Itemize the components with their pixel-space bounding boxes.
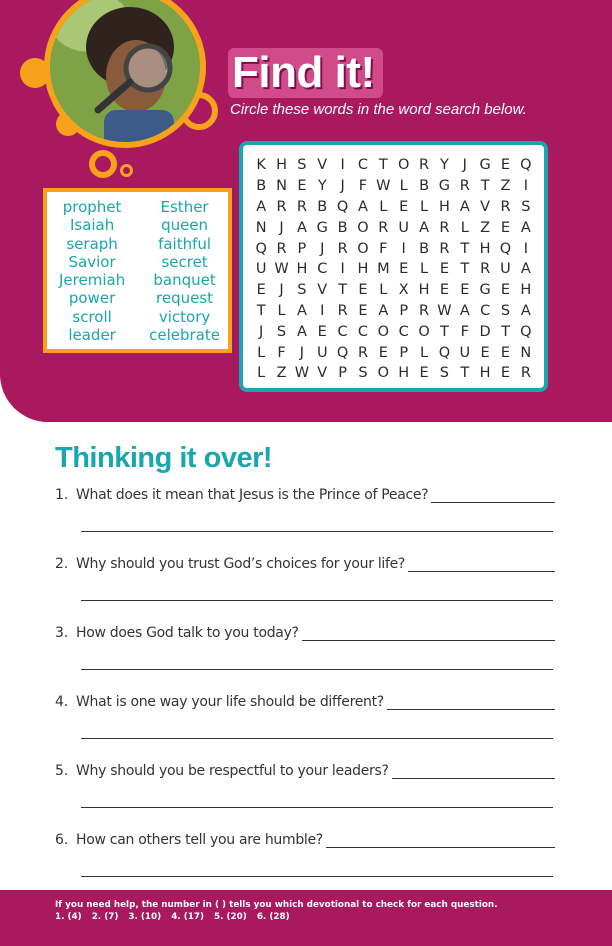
word-item: Jeremiah: [59, 271, 126, 290]
word-search-letter[interactable]: C: [357, 323, 369, 340]
word-search-letter[interactable]: S: [500, 302, 511, 319]
word-search-letter[interactable]: N: [255, 219, 267, 236]
word-search-letter[interactable]: T: [480, 178, 490, 195]
word-search-letter[interactable]: E: [500, 157, 511, 174]
word-search-letter[interactable]: S: [297, 157, 307, 174]
question-text: Why should you be respectful to your leaders?: [76, 763, 389, 779]
word-search-letter[interactable]: I: [320, 302, 325, 319]
word-search-letter[interactable]: Z: [480, 219, 491, 236]
word-search-row: [251, 280, 536, 301]
word-search-letter[interactable]: T: [378, 157, 388, 174]
word-search-letter[interactable]: R: [337, 240, 348, 257]
word-search-letter[interactable]: S: [358, 365, 368, 382]
word-search-row: [251, 259, 536, 280]
word-search-letter[interactable]: Z: [276, 365, 287, 382]
answer-line[interactable]: [81, 807, 553, 808]
word-search-letter[interactable]: Q: [520, 157, 532, 174]
word-item: scroll: [72, 307, 112, 326]
word-search-letter[interactable]: Z: [500, 178, 511, 195]
word-search-letter[interactable]: R: [276, 198, 287, 215]
word-item: power: [68, 289, 116, 308]
word-search-letter[interactable]: J: [320, 240, 325, 257]
word-search-letter[interactable]: A: [459, 302, 470, 319]
answer-line[interactable]: [81, 531, 553, 532]
word-search-letter[interactable]: O: [357, 219, 369, 236]
word-search-letter[interactable]: B: [337, 219, 348, 236]
question-text: Why should you trust God’s choices for your life?: [76, 556, 406, 572]
answer-blank[interactable]: [431, 489, 555, 503]
word-search-letter[interactable]: G: [479, 157, 491, 174]
word-search-letter[interactable]: R: [500, 198, 511, 215]
word-search-letter[interactable]: T: [338, 282, 348, 299]
word-search-letter[interactable]: Q: [336, 344, 349, 361]
decor-bubble: [89, 150, 117, 178]
word-search-letter[interactable]: Q: [499, 240, 512, 257]
word-search-row: [251, 238, 536, 259]
word-search-letter[interactable]: A: [520, 261, 531, 278]
word-search-letter[interactable]: L: [399, 178, 408, 195]
word-search-letter[interactable]: J: [340, 178, 345, 195]
footer: [0, 890, 612, 946]
word-search-letter[interactable]: E: [378, 344, 388, 361]
word-search-letter[interactable]: E: [419, 365, 429, 382]
word-search-letter[interactable]: R: [419, 157, 430, 174]
word-list-column-1: [59, 198, 125, 349]
word-search-letter[interactable]: H: [276, 157, 287, 174]
word-search-letter[interactable]: P: [399, 344, 409, 361]
question-number: 5.: [55, 763, 69, 779]
word-search-letter[interactable]: L: [420, 198, 429, 215]
word-search-letter[interactable]: H: [479, 240, 491, 257]
word-search-row: [251, 176, 536, 197]
word-search-letter[interactable]: F: [358, 178, 368, 195]
word-search-letter[interactable]: P: [399, 302, 409, 319]
word-search-letter[interactable]: T: [460, 365, 470, 382]
word-search-letter[interactable]: J: [259, 323, 264, 340]
footer-key: 6. (28): [256, 912, 290, 922]
question-2: [55, 556, 555, 572]
word-search-letter[interactable]: E: [297, 178, 307, 195]
word-list: [43, 188, 232, 353]
word-search-letter[interactable]: E: [439, 261, 449, 278]
word-search-letter[interactable]: S: [276, 323, 287, 340]
word-search-letter[interactable]: J: [299, 344, 305, 361]
word-search-letter[interactable]: J: [279, 219, 284, 236]
word-search-letter[interactable]: H: [438, 198, 450, 215]
word-search-letter[interactable]: G: [479, 282, 491, 299]
word-search-letter[interactable]: H: [520, 282, 532, 299]
word-search-letter[interactable]: C: [317, 261, 328, 278]
question-text: What is one way your life should be different?: [76, 694, 384, 710]
word-search-letter[interactable]: E: [358, 282, 368, 299]
word-search-letter[interactable]: A: [520, 302, 531, 319]
question-5: [55, 763, 555, 779]
word-search-letter[interactable]: L: [420, 344, 429, 361]
footer-help-text: If you need help, the number in ( ) tells you which devotional to check for each question.: [55, 900, 498, 910]
word-search-letter[interactable]: A: [419, 219, 430, 236]
word-search-letter[interactable]: A: [459, 198, 470, 215]
word-search-letter[interactable]: I: [523, 240, 528, 257]
question-3: [55, 625, 555, 641]
word-search-letter[interactable]: A: [256, 198, 267, 215]
word-search-row: [251, 155, 536, 176]
word-item: Savior: [68, 252, 116, 271]
word-search-letter[interactable]: W: [437, 302, 452, 319]
word-search-letter[interactable]: D: [479, 323, 491, 340]
word-search-letter[interactable]: E: [317, 323, 327, 340]
word-search-letter[interactable]: R: [378, 219, 389, 236]
word-item: request: [156, 289, 214, 308]
word-search-letter[interactable]: A: [296, 302, 307, 319]
word-search-letter[interactable]: L: [277, 302, 286, 319]
word-search-letter[interactable]: T: [256, 302, 266, 319]
footer-key: 3. (10): [128, 912, 162, 922]
word-search-letter[interactable]: L: [379, 198, 388, 215]
word-item: secret: [161, 252, 208, 271]
word-search-letter[interactable]: F: [277, 344, 286, 361]
word-item: Isaiah: [69, 216, 115, 235]
answer-blank[interactable]: [392, 765, 555, 779]
word-search-letter[interactable]: B: [419, 178, 430, 195]
word-item: banquet: [153, 271, 216, 290]
word-search-row: [251, 301, 536, 322]
question-text: How does God talk to you today?: [76, 625, 299, 641]
word-list-column-2: [149, 198, 220, 349]
word-search-letter[interactable]: T: [439, 323, 449, 340]
answer-blank[interactable]: [408, 558, 555, 572]
word-search-letter[interactable]: G: [438, 178, 451, 195]
word-search-letter[interactable]: R: [276, 240, 287, 257]
answer-line[interactable]: [81, 669, 553, 670]
word-search-letter[interactable]: P: [338, 365, 347, 382]
word-search-letter[interactable]: A: [378, 302, 389, 319]
word-search-letter[interactable]: C: [337, 323, 348, 340]
word-search-letter[interactable]: Y: [439, 157, 449, 174]
word-search-letter[interactable]: A: [296, 323, 307, 340]
decor-bubble: [120, 164, 133, 177]
word-search-letter[interactable]: W: [274, 261, 289, 278]
word-search-letter[interactable]: R: [520, 365, 531, 382]
word-search-letter[interactable]: R: [480, 261, 491, 278]
word-item: queen: [161, 216, 209, 235]
word-search-letter[interactable]: R: [459, 178, 470, 195]
word-search-letter[interactable]: T: [460, 261, 470, 278]
word-search-letter[interactable]: J: [279, 282, 284, 299]
word-search-letter[interactable]: E: [500, 219, 511, 236]
footer-key: 5. (20): [214, 912, 247, 922]
footer-key: 1. (4): [55, 912, 82, 922]
footer-keys: [55, 911, 612, 923]
word-search-letter[interactable]: E: [460, 282, 470, 299]
word-search-letter[interactable]: U: [398, 219, 409, 236]
word-search-row: [251, 197, 536, 218]
question-number: 1.: [55, 487, 69, 503]
child-photo-icon: [50, 0, 200, 142]
word-search-letter[interactable]: J: [462, 157, 467, 174]
word-search-letter[interactable]: R: [419, 302, 430, 319]
word-item: prophet: [62, 198, 122, 216]
word-search-letter[interactable]: R: [337, 302, 348, 319]
word-item: seraph: [66, 234, 118, 253]
word-search-letter[interactable]: O: [397, 157, 410, 174]
question-number: 4.: [55, 694, 69, 710]
word-item: faithful: [158, 234, 212, 253]
word-search-letter[interactable]: I: [340, 261, 345, 278]
word-search-letter[interactable]: U: [500, 261, 511, 278]
word-search-letter[interactable]: W: [294, 365, 310, 382]
word-search-letter[interactable]: A: [296, 219, 307, 236]
word-search-letter[interactable]: L: [420, 261, 429, 278]
word-search-letter[interactable]: L: [460, 219, 469, 236]
question-number: 3.: [55, 625, 69, 641]
word-search-letter[interactable]: E: [439, 282, 449, 299]
word-search-letter[interactable]: I: [401, 240, 406, 257]
question-number: 2.: [55, 556, 69, 572]
word-search-letter[interactable]: Q: [520, 323, 532, 340]
word-search-letter[interactable]: L: [257, 365, 266, 382]
word-search-letter[interactable]: V: [317, 365, 328, 382]
page-subtitle: Circle these words in the word search below.: [230, 101, 527, 118]
word-search-letter[interactable]: N: [520, 344, 532, 361]
word-search-row: [251, 363, 536, 384]
word-search-letter[interactable]: L: [257, 344, 266, 361]
word-search-row: [251, 321, 536, 342]
word-search-letter[interactable]: Q: [255, 240, 267, 257]
answer-line[interactable]: [81, 876, 553, 877]
word-search-letter[interactable]: V: [317, 157, 328, 174]
word-search-letter[interactable]: U: [316, 344, 328, 361]
word-search-letter[interactable]: S: [439, 365, 450, 382]
question-text: What does it mean that Jesus is the Prince of Peace?: [76, 487, 429, 503]
word-search-letter[interactable]: C: [357, 157, 369, 174]
word-search-letter[interactable]: A: [358, 198, 368, 215]
word-search-letter[interactable]: E: [500, 344, 511, 361]
word-search-letter[interactable]: R: [357, 344, 369, 361]
word-search-row: [251, 217, 536, 238]
word-search-letter[interactable]: O: [377, 365, 390, 382]
word-item: victory: [158, 307, 211, 326]
word-search-letter[interactable]: G: [316, 219, 328, 236]
word-search-letter[interactable]: S: [521, 198, 531, 215]
word-search-letter[interactable]: T: [460, 240, 470, 257]
word-search-letter[interactable]: O: [357, 240, 369, 257]
word-search-letter[interactable]: F: [379, 240, 388, 257]
word-search-letter[interactable]: W: [376, 178, 391, 195]
word-search-letter[interactable]: E: [256, 282, 266, 299]
answer-blank[interactable]: [387, 696, 555, 710]
word-search-rows: [251, 155, 536, 384]
word-search-grid: [239, 141, 548, 392]
word-search-letter[interactable]: L: [379, 282, 388, 299]
word-search-letter[interactable]: U: [459, 344, 471, 361]
word-search-letter[interactable]: H: [418, 282, 430, 299]
word-search-letter[interactable]: U: [255, 261, 267, 278]
word-search-letter[interactable]: H: [357, 261, 369, 278]
word-search-letter[interactable]: C: [480, 302, 491, 319]
word-search-letter[interactable]: H: [296, 261, 308, 278]
answer-blank[interactable]: [302, 627, 555, 641]
page-title: Find it!: [228, 48, 383, 98]
word-search-letter[interactable]: R: [439, 240, 450, 257]
word-search-letter[interactable]: V: [480, 198, 491, 215]
word-search-letter[interactable]: P: [297, 240, 307, 257]
word-search-letter[interactable]: H: [398, 365, 410, 382]
word-search-letter[interactable]: R: [439, 219, 450, 236]
word-search-letter[interactable]: R: [296, 198, 307, 215]
question-number: 6.: [55, 832, 69, 848]
word-search-letter[interactable]: O: [418, 323, 430, 340]
answer-line[interactable]: [81, 600, 553, 601]
word-search-letter[interactable]: B: [317, 198, 328, 215]
word-search-letter[interactable]: F: [460, 323, 469, 340]
word-search-letter[interactable]: I: [523, 178, 528, 195]
answer-line[interactable]: [81, 738, 553, 739]
word-search-letter[interactable]: Q: [336, 198, 349, 215]
word-search-letter[interactable]: Y: [317, 178, 327, 195]
word-search-letter[interactable]: O: [377, 323, 390, 340]
word-search-letter[interactable]: C: [398, 323, 409, 340]
word-search-letter[interactable]: B: [256, 178, 267, 195]
word-search-letter[interactable]: K: [256, 157, 266, 174]
word-search-letter[interactable]: N: [276, 178, 287, 195]
word-search-letter[interactable]: E: [500, 282, 511, 299]
word-search-letter[interactable]: E: [500, 365, 511, 382]
word-search-letter[interactable]: E: [358, 302, 368, 319]
word-search-letter[interactable]: E: [480, 344, 490, 361]
word-search-letter[interactable]: E: [399, 198, 409, 215]
word-search-letter[interactable]: M: [377, 261, 390, 278]
word-search-letter[interactable]: E: [399, 261, 409, 278]
footer-key: 4. (17): [171, 912, 204, 922]
word-search-letter[interactable]: T: [501, 323, 510, 340]
word-search-letter[interactable]: H: [479, 365, 491, 382]
word-search-letter[interactable]: V: [317, 282, 328, 299]
question-text: How can others tell you are humble?: [76, 832, 323, 848]
word-search-letter[interactable]: X: [398, 282, 409, 299]
question-1: [55, 487, 555, 503]
word-item: Esther: [160, 198, 209, 216]
answer-blank[interactable]: [326, 834, 555, 848]
word-item: celebrate: [149, 326, 220, 345]
word-search-letter[interactable]: I: [340, 157, 345, 174]
question-4: [55, 694, 555, 710]
question-6: [55, 832, 555, 848]
word-search-row: [251, 342, 536, 363]
word-search-letter[interactable]: B: [419, 240, 430, 257]
section-title: Thinking it over!: [55, 442, 273, 474]
footer-key: 2. (7): [91, 912, 119, 922]
word-item: leader: [68, 326, 116, 345]
word-search-letter[interactable]: Q: [438, 344, 451, 361]
word-search-letter[interactable]: S: [297, 282, 307, 299]
word-search-letter[interactable]: A: [520, 219, 531, 236]
